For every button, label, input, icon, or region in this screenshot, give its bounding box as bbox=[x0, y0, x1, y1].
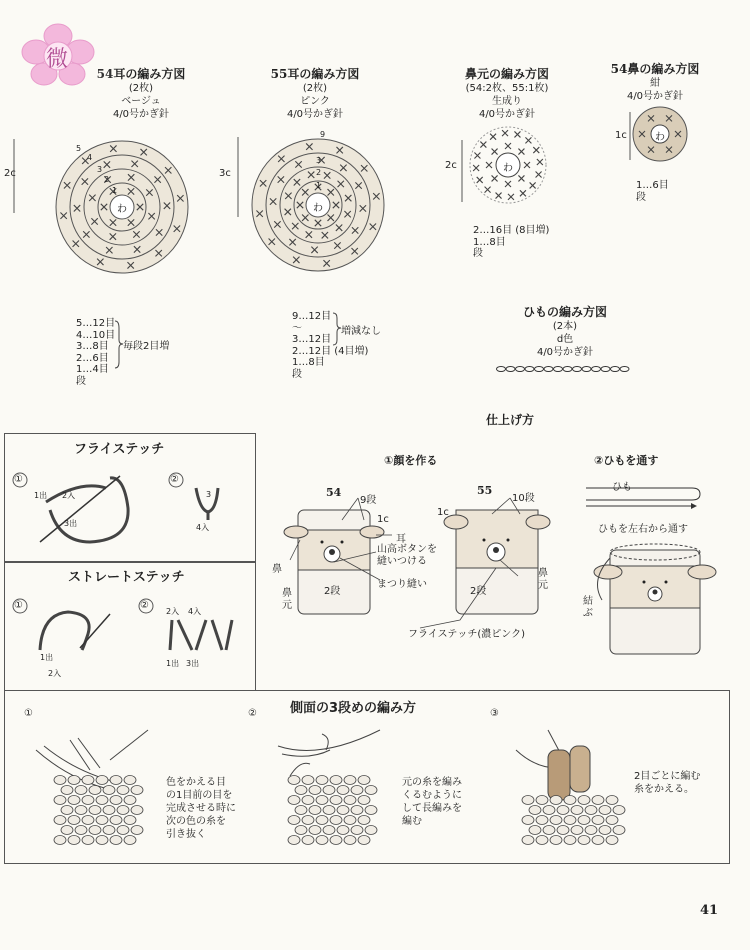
ear54-round-5: 5 bbox=[76, 144, 82, 153]
knit-stitch bbox=[578, 796, 590, 805]
side-step2-drawing bbox=[270, 720, 390, 850]
finish-label-55: 55 bbox=[477, 484, 493, 497]
side-step1-drawing bbox=[30, 720, 150, 850]
knit-stitch bbox=[337, 806, 349, 815]
knit-stitch bbox=[592, 816, 604, 825]
ear55-heading bbox=[240, 68, 390, 80]
ear55-legend-row: 9…12目 bbox=[292, 311, 332, 322]
ear55-size: 3c bbox=[219, 168, 231, 179]
nose-base-hook: 4/0号かぎ針 bbox=[478, 109, 536, 120]
knit-stitch bbox=[89, 806, 101, 815]
ear54-heading bbox=[66, 68, 216, 80]
nose54-number: 54 bbox=[610, 62, 628, 76]
ear55-legend-row: 3…12目 bbox=[292, 334, 332, 345]
cord-hook: 4/0号かぎ針 bbox=[536, 347, 594, 358]
nose54-hook: 4/0号かぎ針 bbox=[626, 91, 684, 102]
knit-stitch bbox=[592, 796, 604, 805]
knit-stitch bbox=[124, 776, 136, 785]
ear54-hook: 4/0号かぎ針 bbox=[112, 109, 170, 120]
knit-stitch bbox=[82, 816, 94, 825]
knit-stitch bbox=[124, 796, 136, 805]
knit-stitch bbox=[288, 796, 300, 805]
ear54-round-3: 3 bbox=[97, 165, 103, 174]
chain-stitch bbox=[525, 367, 534, 372]
knit-stitch bbox=[288, 816, 300, 825]
knit-stitch bbox=[68, 836, 80, 845]
knit-stitch bbox=[117, 826, 129, 835]
chain-stitch bbox=[544, 367, 553, 372]
knit-stitch bbox=[295, 806, 307, 815]
knit-stitch bbox=[550, 796, 562, 805]
knit-stitch bbox=[316, 796, 328, 805]
knit-stitch bbox=[302, 816, 314, 825]
straight-out-1b: 1出 bbox=[166, 659, 180, 668]
nose-base-chart bbox=[440, 120, 560, 220]
knit-stitch bbox=[302, 836, 314, 845]
fly-stitch-title: フライステッチ bbox=[74, 442, 165, 457]
knit-stitch bbox=[536, 796, 548, 805]
knit-stitch bbox=[536, 816, 548, 825]
knit-stitch bbox=[337, 786, 349, 795]
straight-out-3: 3出 bbox=[186, 659, 200, 668]
knit-stitch bbox=[96, 836, 108, 845]
ear54-legend-row: 4…10目 bbox=[76, 329, 116, 341]
ear55-hook: 4/0号かぎ針 bbox=[286, 109, 344, 120]
knit-stitch bbox=[358, 776, 370, 785]
side-row-title: 側面の3段めの編み方 bbox=[290, 701, 417, 716]
fly-step-1: ① bbox=[14, 474, 23, 485]
straight-out-1: 1出 bbox=[40, 653, 54, 662]
knit-stitch bbox=[613, 826, 625, 835]
knit-stitch bbox=[68, 776, 80, 785]
knit-stitch bbox=[365, 826, 377, 835]
knit-stitch bbox=[117, 806, 129, 815]
knit-stitch bbox=[351, 786, 363, 795]
nose-base-count: (54:2枚、55:1枚) bbox=[465, 83, 549, 94]
knit-stitch bbox=[124, 816, 136, 825]
knit-stitch bbox=[585, 806, 597, 815]
knit-stitch bbox=[110, 816, 122, 825]
knit-stitch bbox=[131, 826, 143, 835]
chain-stitch bbox=[506, 367, 515, 372]
straight-stitch-title: ストレートステッチ bbox=[68, 570, 185, 585]
knit-stitch bbox=[110, 776, 122, 785]
knit-stitch bbox=[323, 826, 335, 835]
knit-stitch bbox=[536, 836, 548, 845]
chain-stitch bbox=[497, 367, 506, 372]
nose54-color: 紺 bbox=[650, 78, 660, 89]
chain-stitch bbox=[573, 367, 582, 372]
knit-stitch bbox=[61, 806, 73, 815]
knit-stitch bbox=[592, 836, 604, 845]
knit-stitch bbox=[309, 826, 321, 835]
ear54-legend-row: 1…4目 bbox=[76, 364, 109, 375]
finish-rows-2b: 2段 bbox=[470, 586, 487, 597]
ear55-legend-row: 〜 bbox=[292, 322, 302, 334]
knit-stitch bbox=[606, 816, 618, 825]
knit-stitch bbox=[96, 816, 108, 825]
finish-rows-2a: 2段 bbox=[324, 586, 341, 597]
knit-stitch bbox=[564, 816, 576, 825]
finish-tie-label: 結 ぶ bbox=[583, 596, 593, 619]
ear54-count: (2枚) bbox=[128, 83, 154, 94]
knit-stitch bbox=[599, 826, 611, 835]
ear54-round-2: 2 bbox=[104, 175, 110, 184]
ear54-legend-row: 2…6目 bbox=[76, 352, 109, 364]
knit-stitch bbox=[358, 816, 370, 825]
knit-stitch bbox=[68, 796, 80, 805]
nose54-legend bbox=[636, 180, 669, 203]
knit-stitch bbox=[316, 836, 328, 845]
knit-stitch bbox=[288, 776, 300, 785]
knit-stitch bbox=[529, 806, 541, 815]
finish-ear-label: 耳 bbox=[396, 534, 406, 545]
fly-n-3: 3 bbox=[206, 490, 212, 499]
knit-stitch bbox=[599, 806, 611, 815]
knit-stitch bbox=[110, 836, 122, 845]
nose54-legend-row: 段 bbox=[636, 191, 646, 203]
ear55-number: 55 bbox=[270, 67, 288, 81]
side-note-1: 色をかえる目 の1目前の目を 完成させる時に 次の色の糸を 引き抜く bbox=[166, 777, 236, 840]
finish-step2: ②ひもを通す bbox=[594, 454, 659, 467]
knit-stitch bbox=[522, 816, 534, 825]
knit-stitch bbox=[68, 816, 80, 825]
chain-stitch bbox=[601, 367, 610, 372]
knit-stitch bbox=[344, 776, 356, 785]
knit-stitch bbox=[103, 806, 115, 815]
knit-stitch bbox=[89, 786, 101, 795]
straight-step-2: ② bbox=[140, 600, 149, 611]
knit-stitch bbox=[571, 826, 583, 835]
knit-stitch bbox=[75, 786, 87, 795]
knit-stitch bbox=[578, 836, 590, 845]
ear54-legend-row: 段 bbox=[76, 375, 86, 387]
knit-stitch bbox=[61, 826, 73, 835]
ear54-chart bbox=[10, 125, 220, 275]
ear55-title: 耳の編み方図 bbox=[287, 67, 360, 81]
ear55-legend-row: 2…12目 (4目増) bbox=[292, 345, 369, 357]
knit-stitch bbox=[131, 806, 143, 815]
knit-stitch bbox=[110, 796, 122, 805]
finish-cord-drawing bbox=[580, 470, 740, 660]
knit-stitch bbox=[585, 826, 597, 835]
knit-stitch bbox=[578, 816, 590, 825]
chain-stitch bbox=[611, 367, 620, 372]
ear55-legend-note: 増減なし bbox=[341, 326, 381, 337]
knit-stitch bbox=[316, 776, 328, 785]
nose-base-title: 鼻元の編み方図 bbox=[464, 67, 549, 81]
knit-stitch bbox=[571, 806, 583, 815]
ear55-round-1: 1 bbox=[316, 181, 322, 190]
ear55-color: ピンク bbox=[300, 96, 330, 107]
knit-stitch bbox=[543, 826, 555, 835]
knit-stitch bbox=[82, 836, 94, 845]
knit-stitch bbox=[117, 786, 129, 795]
knit-stitch bbox=[302, 796, 314, 805]
knit-stitch bbox=[295, 826, 307, 835]
finish-cord-note: ひもを左右から通す bbox=[598, 524, 688, 535]
cord-chain-chart bbox=[495, 362, 635, 376]
knit-stitch bbox=[564, 796, 576, 805]
ear54-legend bbox=[76, 318, 115, 387]
knit-stitch bbox=[543, 806, 555, 815]
knit-stitch bbox=[103, 786, 115, 795]
knit-stitch bbox=[96, 796, 108, 805]
finish-nose-base-label-55: 鼻 元 bbox=[538, 568, 548, 591]
ear55-round-9: 9 bbox=[320, 130, 326, 139]
chain-stitch bbox=[554, 367, 563, 372]
chain-stitch bbox=[563, 367, 572, 372]
finish-nose-label: 鼻 bbox=[272, 564, 282, 575]
knit-stitch bbox=[131, 786, 143, 795]
fly-in-4: 4入 bbox=[196, 523, 210, 532]
nose-base-legend-row: 2…16目 (8目増) bbox=[473, 225, 550, 236]
finish-nose-base-label-54: 鼻 元 bbox=[282, 588, 292, 611]
knit-stitch bbox=[522, 796, 534, 805]
knit-stitch bbox=[330, 836, 342, 845]
fly-stitch-diagram bbox=[10, 460, 250, 550]
finish-rows-10: 10段 bbox=[512, 493, 535, 504]
finish-rows-9: 9段 bbox=[360, 495, 377, 506]
ear55-round-2: 2 bbox=[316, 168, 322, 177]
cord-color: d色 bbox=[556, 334, 574, 345]
knit-stitch bbox=[358, 796, 370, 805]
knit-stitch bbox=[89, 826, 101, 835]
chain-stitch bbox=[582, 367, 591, 372]
knit-stitch bbox=[103, 826, 115, 835]
knit-stitch bbox=[529, 826, 541, 835]
knit-stitch bbox=[337, 826, 349, 835]
nose-base-color: 生成り bbox=[492, 96, 522, 107]
knit-stitch bbox=[330, 776, 342, 785]
knit-stitch bbox=[295, 786, 307, 795]
nose54-heading bbox=[590, 63, 720, 75]
ear54-legend-row: 3…8目 bbox=[76, 341, 109, 352]
knit-stitch bbox=[557, 826, 569, 835]
ear55-legend-row: 段 bbox=[292, 368, 302, 380]
chain-stitch bbox=[592, 367, 601, 372]
cord-title: ひもの編み方図 bbox=[522, 305, 607, 319]
knit-stitch bbox=[96, 776, 108, 785]
knit-stitch bbox=[54, 816, 66, 825]
knit-stitch bbox=[564, 836, 576, 845]
straight-step-1: ① bbox=[14, 600, 23, 611]
finish-button-label: 山高ボタンを 縫いつける bbox=[377, 544, 437, 567]
knit-stitch bbox=[613, 806, 625, 815]
nose-base-legend bbox=[473, 225, 549, 260]
knit-stitch bbox=[323, 806, 335, 815]
ear55-chart bbox=[230, 125, 380, 275]
knit-stitch bbox=[75, 806, 87, 815]
side-note-3: 2目ごとに編む 糸をかえる。 bbox=[634, 771, 701, 795]
ear54-legend-row: 5…12目 bbox=[76, 318, 116, 329]
knit-stitch bbox=[75, 826, 87, 835]
knit-stitch bbox=[344, 796, 356, 805]
fly-step-2: ② bbox=[170, 474, 179, 485]
straight-in-2b: 2入 bbox=[166, 607, 180, 616]
knit-stitch bbox=[344, 836, 356, 845]
knit-stitch bbox=[61, 786, 73, 795]
knit-stitch bbox=[606, 796, 618, 805]
ear55-legend-row: 1…8目 bbox=[292, 357, 325, 368]
ear55-center-mark: わ bbox=[313, 203, 323, 214]
finish-label-54: 54 bbox=[326, 486, 342, 499]
finish-cord-label: ひも bbox=[612, 482, 632, 493]
nose54-title: 鼻の編み方図 bbox=[627, 62, 700, 76]
side-step3-drawing bbox=[508, 720, 628, 850]
finish-1c-a: 1c bbox=[377, 514, 389, 525]
ear54-round-1: 1 bbox=[112, 186, 118, 195]
knit-stitch bbox=[365, 806, 377, 815]
nose54-center-mark: わ bbox=[655, 132, 665, 143]
knit-stitch bbox=[309, 806, 321, 815]
chain-stitch bbox=[516, 367, 525, 372]
knit-stitch bbox=[550, 816, 562, 825]
knit-stitch bbox=[323, 786, 335, 795]
knit-stitch bbox=[557, 806, 569, 815]
ear54-size: 2c bbox=[4, 168, 16, 179]
knit-stitch bbox=[54, 836, 66, 845]
knit-stitch bbox=[606, 836, 618, 845]
knit-stitch bbox=[82, 776, 94, 785]
nose-base-legend-row: 1…8目 bbox=[473, 236, 506, 248]
knit-stitch bbox=[54, 776, 66, 785]
knit-stitch bbox=[124, 836, 136, 845]
ear54-title: 耳の編み方図 bbox=[113, 67, 186, 81]
finish-1c-b: 1c bbox=[437, 507, 449, 518]
fly-out-3: 3出 bbox=[64, 519, 78, 528]
ear55-round-3: 3 bbox=[316, 156, 322, 165]
knit-stitch bbox=[330, 796, 342, 805]
chain-stitch bbox=[535, 367, 544, 372]
knit-stitch bbox=[82, 796, 94, 805]
straight-stitch-diagram bbox=[10, 590, 250, 680]
ear54-number: 54 bbox=[96, 67, 114, 81]
cord-count: (2本) bbox=[552, 321, 578, 332]
side-note-2: 元の糸を編み くるむように して長編みを 編む bbox=[402, 777, 462, 827]
knit-stitch bbox=[316, 816, 328, 825]
ear54-round-4: 4 bbox=[87, 153, 93, 162]
side-step-3: ③ bbox=[490, 708, 499, 719]
knit-stitch bbox=[351, 826, 363, 835]
knit-stitch bbox=[344, 816, 356, 825]
page-number: 41 bbox=[700, 903, 719, 918]
nose54-legend-row: 1…6目 bbox=[636, 180, 669, 191]
straight-in-4: 4入 bbox=[188, 607, 202, 616]
chain-stitch bbox=[620, 367, 629, 372]
nose-base-center-mark: わ bbox=[503, 163, 513, 174]
ear54-legend-note: 毎段2目増 bbox=[123, 341, 170, 352]
finish-whip-label: まつり縫い bbox=[377, 579, 427, 590]
finish-title: 仕上げ方 bbox=[485, 413, 534, 427]
fly-in-2: 2入 bbox=[62, 491, 76, 500]
nose-base-legend-row: 段 bbox=[473, 248, 483, 259]
knit-stitch bbox=[358, 836, 370, 845]
nose-base-size: 2c bbox=[445, 160, 457, 171]
knit-stitch bbox=[288, 836, 300, 845]
watermark-char: 微 bbox=[46, 47, 69, 72]
side-step-1: ① bbox=[24, 708, 33, 719]
ear55-count: (2枚) bbox=[302, 83, 328, 94]
knit-stitch bbox=[302, 776, 314, 785]
ear54-color: ベージュ bbox=[121, 96, 161, 107]
nose54-size: 1c bbox=[615, 130, 627, 141]
side-step-2: ② bbox=[248, 708, 257, 719]
fly-out-1: 1出 bbox=[34, 491, 48, 500]
knit-stitch bbox=[365, 786, 377, 795]
finish-fly-label: フライステッチ(濃ピンク) bbox=[408, 629, 526, 640]
ear54-center-mark: わ bbox=[117, 204, 127, 215]
knit-stitch bbox=[550, 836, 562, 845]
knit-stitch bbox=[351, 806, 363, 815]
knit-stitch bbox=[309, 786, 321, 795]
knit-stitch bbox=[330, 816, 342, 825]
knit-stitch bbox=[54, 796, 66, 805]
finish-step1: ①顔を作る bbox=[384, 454, 438, 467]
straight-in-2: 2入 bbox=[48, 669, 62, 678]
knit-stitch bbox=[522, 836, 534, 845]
